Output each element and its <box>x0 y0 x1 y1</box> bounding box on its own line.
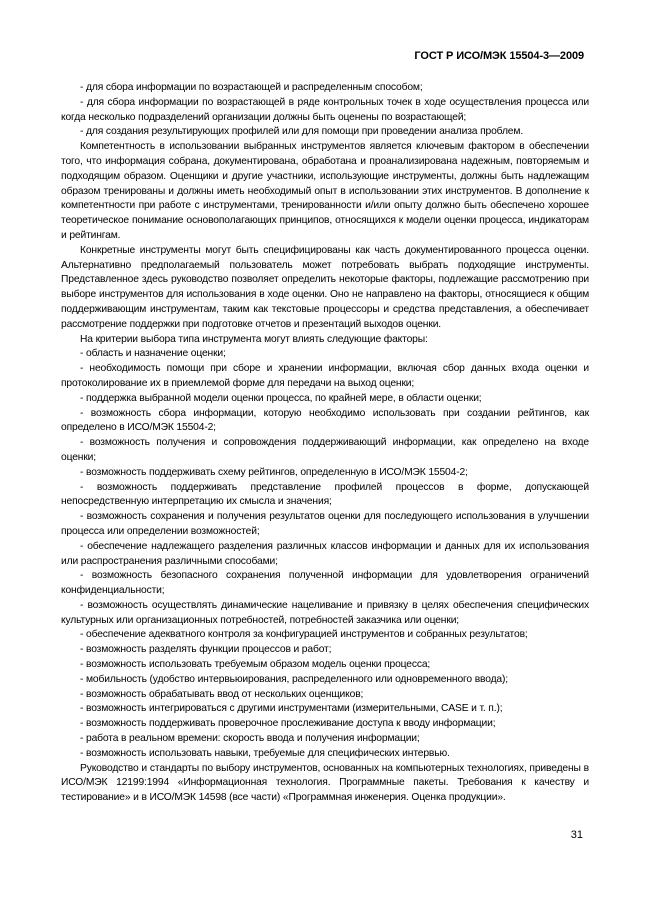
paragraph: Компетентность в использовании выбранных инструментов является ключевым фактором в обеспечении того, что информация собрана, документирована, обработана и проанализирована надежным, повторяемым и подходящим образом. Оценщики и другие участники, использующие инструменты, должны быть надлежащим образом тренированы и должны иметь необходимый опыт в использовании этих инструментов. В дополнение к компетентности при работе с инструментами, тренированности и/или опыту должно быть обеспечено хорошее теоретическое понимание основополагающих принципов, относящихся к модели оценки процесса, индикаторам и рейтингам. <box>61 141 589 241</box>
list-item: - возможность использовать навыки, требуемые для специфических интервью. <box>80 747 450 759</box>
document-header: ГОСТ Р ИСО/МЭК 15504-3—2009 <box>414 50 584 62</box>
list-item: - возможность получения и сопровождения поддерживающий информации, как определено на входе оценки; <box>61 437 589 463</box>
list-item: - работа в реальном времени: скорость ввода и получения информации; <box>80 733 420 745</box>
list-item: - обеспечение адекватного контроля за конфигурацией инструментов и собранных результатов; <box>80 629 528 641</box>
list-item: - возможность обрабатывать ввод от нескольких оценщиков; <box>80 688 364 700</box>
paragraph: Конкретные инструменты могут быть специфицированы как часть документированного процесса оценки. Альтернативно предполагаемый пользователь может потребовать выбрать подходящие инструменты. Представленное здесь руководство позволяет определить некоторые факторы, подлежащие рассмотрению при выборе инструментов для использования в ходе оценки. Оно не направлено на факторы, относящиеся к общим поддерживающим инструментам, таким как текстовые процессоры и средства представления, а обеспечивает рассмотрение поддержки при подготовке отчетов и презентаций выходов оценки. <box>61 244 589 330</box>
paragraph: - для сбора информации по возрастающей в ряде контрольных точек в ходе осуществления процесса или когда несколько подразделений организации должны быть оценены по возрастающей; <box>61 96 589 123</box>
paragraph: Руководство и стандарты по выбору инструментов, основанных на компьютерных технологиях, приведены в ИСО/МЭК 12199:1994 «Информационная технология. Программные пакеты. Требования к качеству и тестирование» и в ИСО/МЭК 14598 (все части) «Программная инженерия. Оценка продукции». <box>61 762 589 804</box>
list-item: - поддержка выбранной модели оценки процесса, по крайней мере, в области оценки; <box>80 392 482 404</box>
list-item: - возможность поддерживать проверочное прослеживание доступа к вводу информации; <box>80 718 496 730</box>
list-item: - необходимость помощи при сборе и хранении информации, включая сбор данных входа оценки и протоколирование их в приемлемой форме для передачи на выход оценки; <box>61 363 589 389</box>
list-item: - возможность интегрироваться с другими инструментами (измерительными, CASE и т. п.); <box>80 703 503 715</box>
list-item: - область и назначение оценки; <box>80 348 226 360</box>
list-item: - возможность безопасного сохранения полученной информации для удовлетворения ограничений конфиденциальности; <box>61 570 589 597</box>
paragraph: - для создания результирующих профилей или для помощи при проведении анализа проблем. <box>80 126 524 138</box>
paragraph: На критерии выбора типа инструмента могут влиять следующие факторы: <box>80 333 428 345</box>
list-item: - обеспечение надлежащего разделения различных классов информации и данных для их использования или распространения различными способами; <box>61 540 589 567</box>
list-item: - возможность использовать требуемым образом модель оценки процесса; <box>80 659 431 671</box>
list-item: - возможность поддерживать схему рейтингов, определенную в ИСО/МЭК 15504-2; <box>80 466 468 478</box>
list-item: - возможность разделять функции процессов и работ; <box>80 644 332 656</box>
page-number: 31 <box>570 829 583 841</box>
document-body <box>61 81 589 806</box>
list-item: - возможность сохранения и получения результатов оценки для последующего использования в улучшении процесса или определении возможностей; <box>61 511 589 537</box>
list-item: - мобильность (удобство интервьюирования, распределенного или одновременного ввода); <box>80 673 508 685</box>
list-item: - возможность сбора информации, которую необходимо использовать при создании рейтингов, как определено в ИСО/МЭК 15504-2; <box>61 407 589 434</box>
list-item: - возможность поддерживать представление профилей процессов в форме, допускающей непосредственную интерпретацию их смысла и значения; <box>61 481 589 508</box>
list-item: - возможность осуществлять динамические нацеливание и привязку в целях обеспечения специфических культурных или организационных потребностей, потребностей заказчика или оценки; <box>61 599 589 626</box>
paragraph: - для сбора информации по возрастающей и распределенным способом; <box>80 82 423 93</box>
